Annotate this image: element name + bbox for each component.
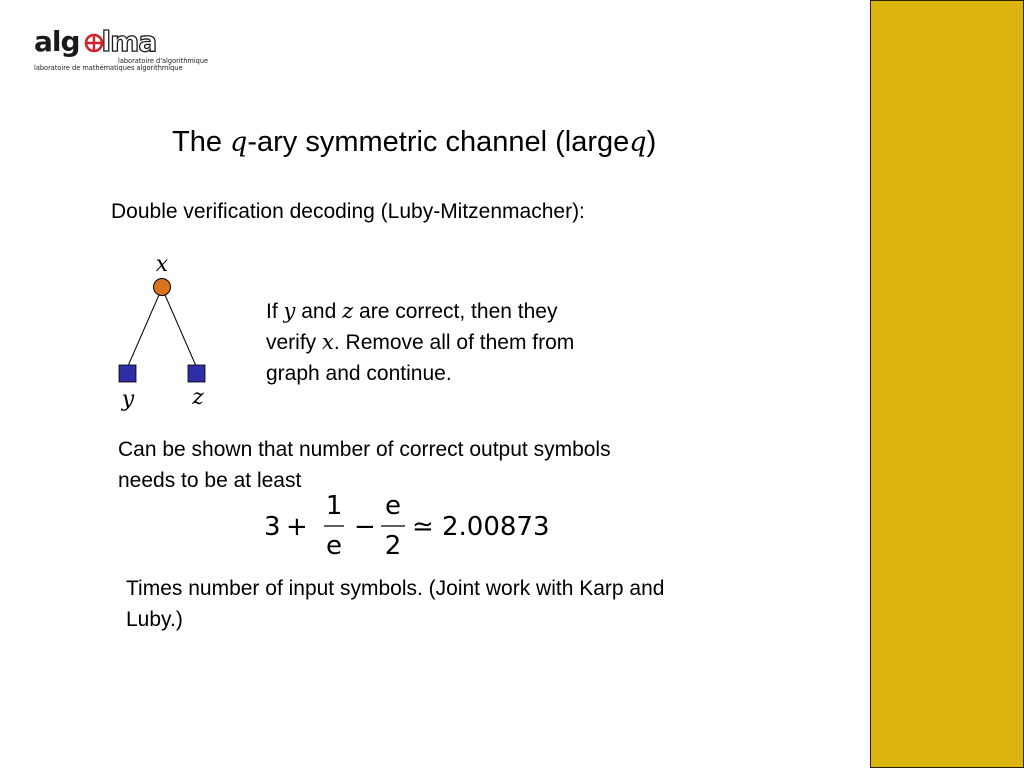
formula-frac2-denominator: 2 (384, 531, 402, 561)
rule-line-3: graph and continue. (266, 362, 452, 385)
threshold-line-2: needs to be at least (118, 469, 302, 492)
node-label-x: x (155, 252, 169, 277)
variable-node-x (154, 279, 171, 296)
formula-minus: − (354, 512, 376, 542)
formula-constant: 3 (264, 512, 281, 542)
rule-text-verify: verify (266, 331, 323, 354)
logo-subtitle-line1: laboratoire d'algorithmique (118, 57, 209, 65)
formula-frac1-denominator: e (326, 531, 342, 561)
title-middle: -ary symmetric channel (large (247, 126, 630, 158)
check-node-y (119, 365, 136, 382)
threshold-formula (262, 492, 562, 562)
formula-result: 2.00873 (442, 512, 550, 542)
title-var-q-large: q (629, 127, 647, 158)
formula-plus: + (286, 512, 308, 542)
threshold-paragraph (118, 434, 611, 496)
algolma-logo (34, 24, 209, 76)
verification-tree-diagram (100, 248, 230, 418)
formula-approx: ≃ (412, 512, 434, 542)
rule-text-remove: . Remove all of them from (333, 331, 575, 354)
check-node-z (188, 365, 205, 382)
node-label-y: y (121, 387, 135, 412)
rule-var-z: z (342, 299, 354, 323)
node-label-z: z (192, 385, 204, 410)
edge-x-y (128, 288, 162, 366)
rule-var-x: x (322, 330, 334, 354)
rule-var-y: y (283, 299, 296, 323)
edge-x-z (162, 288, 196, 366)
joint-work-line-2: Luby.) (126, 608, 183, 631)
rule-text-if: If (266, 300, 284, 323)
method-heading: Double verification decoding (Luby-Mitzenmacher): (111, 200, 585, 223)
title-suffix: ) (646, 126, 657, 158)
rule-text-and: and (295, 300, 343, 323)
threshold-line-1: Can be shown that number of correct output symbols (118, 438, 611, 461)
logo-plus-circle-icon (84, 33, 104, 53)
joint-work-paragraph (126, 573, 664, 635)
title-var-q: q (230, 127, 248, 158)
slide-title (172, 124, 656, 161)
side-color-band (870, 0, 1024, 768)
title-prefix: The (172, 126, 231, 158)
joint-work-line-1: Times number of input symbols. (Joint work with Karp and (126, 577, 665, 600)
logo-word-right: lma (101, 25, 157, 58)
logo-word-left: alg (34, 25, 80, 58)
rule-line-2 (266, 327, 574, 358)
logo-subtitle-line2: laboratoire de mathématiques algorithmique (34, 64, 183, 72)
formula-frac2-numerator: e (385, 492, 401, 521)
rule-text-correct: are correct, then they (353, 300, 558, 323)
formula-frac1-numerator: 1 (325, 492, 343, 521)
verification-rule-paragraph (266, 296, 574, 389)
rule-line-1 (266, 296, 574, 327)
